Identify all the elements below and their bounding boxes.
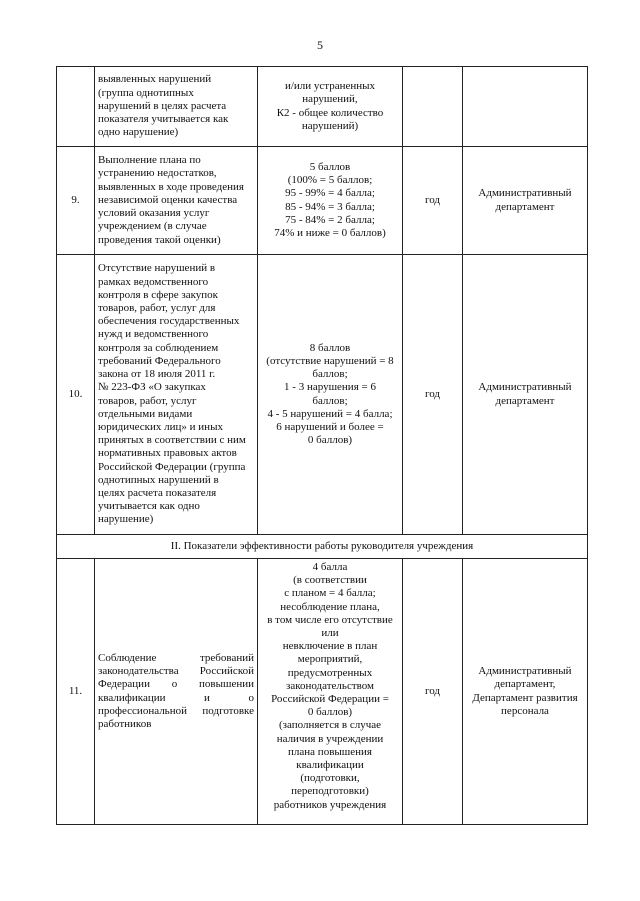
text-line: 75 - 84% = 2 балла;: [285, 213, 375, 226]
text-line: 0 баллов): [307, 434, 353, 447]
period-cell: год: [403, 559, 463, 825]
text-line: (в соответствии: [293, 574, 367, 587]
text-line: контроля в сфере закупок: [98, 288, 219, 301]
text-line: устранению недостатков,: [98, 167, 217, 180]
criteria-cell: [258, 67, 403, 147]
text-line: обеспечения государственных: [98, 315, 240, 328]
text-line: нарушений,: [302, 93, 358, 106]
text-line: условий оказания услуг: [98, 207, 210, 220]
text-line: Административный: [478, 665, 572, 678]
row-number: 9.: [57, 147, 95, 255]
responsible-cell: [463, 147, 588, 255]
text-line: однотипных нарушений в: [98, 473, 219, 486]
text-line: закона от 18 июля 2011 г.: [98, 368, 216, 381]
text-line: (100% = 5 баллов;: [287, 174, 373, 187]
text-line: 0 баллов): [307, 706, 353, 719]
text-line: нарушений): [301, 119, 359, 132]
text-line: Российской Федерации =: [271, 693, 389, 706]
row-number: 11.: [57, 559, 95, 825]
text-line: (подготовки,: [300, 772, 360, 785]
text-line: (заполняется в случае: [278, 719, 382, 732]
text-line: Отсутствие нарушений в: [98, 262, 216, 275]
text-line: выявленных нарушений: [98, 73, 212, 86]
text-line: выявленных в ходе проведения: [98, 180, 244, 193]
text-line: Административный: [478, 381, 572, 394]
text-line: 5 баллов: [309, 160, 351, 173]
text-line: (группа однотипных: [98, 86, 194, 99]
text-line: наличия в учреждении: [276, 732, 384, 745]
indicator-name-cell: [95, 147, 258, 255]
text-line: 74% и ниже = 0 баллов): [274, 226, 386, 239]
indicator-name-cell: [95, 67, 258, 147]
section-header-row: [57, 535, 588, 559]
text-line: нарушений в целях расчета: [98, 99, 227, 112]
text-line: 8 баллов: [309, 341, 351, 354]
text-line: нормативных правовых актов: [98, 447, 237, 460]
text-line: департамент: [495, 394, 555, 407]
text-line: 4 - 5 нарушений = 4 балла;: [267, 407, 393, 420]
indicator-name-cell: [95, 255, 258, 535]
indicator-name-cell: Соблюдение требований законодательства Российской Федерации о повышении квалификации и о профессиональной подготовке работников: [95, 559, 258, 825]
text-line: товаров, работ, услуг: [98, 394, 197, 407]
text-line: плана повышения: [288, 745, 372, 758]
text-line: отдельными видами: [98, 407, 193, 420]
text-line: департамент: [495, 200, 555, 213]
text-line: юридических лиц» и иных: [98, 420, 223, 433]
text-line: с планом = 4 балла;: [284, 587, 376, 600]
period-cell: [403, 67, 463, 147]
responsible-cell: [463, 67, 588, 147]
text-line: невключение в план: [282, 640, 378, 653]
text-line: или: [321, 627, 339, 640]
text-line: 6 нарушений и более =: [276, 420, 384, 433]
text-line: товаров, работ, услуг для: [98, 302, 216, 315]
text-line: баллов;: [312, 394, 348, 407]
text-line: учитывается как одно: [98, 500, 200, 513]
text-line: требований Федерального: [98, 354, 221, 367]
text-line: учреждением (в случае: [98, 220, 207, 233]
text-line: показателя учитывается как: [98, 113, 229, 126]
text-line: К2 - общее количество: [276, 106, 384, 119]
indicators-table: [56, 66, 588, 825]
text-line: принятых в соответствии с ним: [98, 434, 246, 447]
text-line: мероприятий,: [297, 653, 363, 666]
text-line: квалификации: [296, 759, 364, 772]
table-row-11: [57, 559, 588, 825]
section-title: II. Показатели эффективности работы руководителя учреждения: [57, 535, 588, 559]
text-line: и/или устраненных: [284, 80, 376, 93]
text-line: Российской Федерации (группа: [98, 460, 246, 473]
text-line: (отсутствие нарушений = 8: [266, 354, 394, 367]
text-line: баллов;: [312, 368, 348, 381]
number-cell: [57, 67, 95, 147]
criteria-cell: [258, 559, 403, 825]
text-line: Выполнение плана по: [98, 154, 201, 167]
text-line: контроля за соблюдением: [98, 341, 219, 354]
responsible-cell: [463, 255, 588, 535]
text-line: независимой оценки качества: [98, 193, 238, 206]
responsible-cell: [463, 559, 588, 825]
text-line: нарушение): [98, 513, 154, 526]
text-line: 4 балла: [312, 561, 348, 573]
text-line: № 223-ФЗ «О закупках: [98, 381, 206, 394]
text-line: в том числе его отсутствие: [267, 613, 393, 626]
text-line: 95 - 99% = 4 балла;: [285, 187, 375, 200]
text-line: законодательством: [285, 679, 375, 692]
period-cell: год: [403, 147, 463, 255]
text-line: целях расчета показателя: [98, 486, 217, 499]
criteria-cell: [258, 147, 403, 255]
text-line: работников учреждения: [273, 798, 387, 811]
table-row-continued: [57, 67, 588, 147]
text-line: Административный: [478, 187, 572, 200]
row-number: 10.: [57, 255, 95, 535]
text-line: предусмотренных: [287, 666, 373, 679]
text-line: нужд и ведомственного: [98, 328, 209, 341]
page-number: 5: [317, 38, 323, 52]
table-row-10: [57, 255, 588, 535]
text-line: 85 - 94% = 3 балла;: [285, 200, 375, 213]
text-line: Департамент развития: [472, 691, 578, 704]
text-line: одно нарушение): [98, 126, 179, 139]
table-row-9: [57, 147, 588, 255]
text-line: департамент,: [494, 678, 556, 691]
text-line: рамках ведомственного: [98, 275, 209, 288]
text-line: проведения такой оценки): [98, 233, 221, 246]
criteria-cell: [258, 255, 403, 535]
text-line: несоблюдение плана,: [280, 600, 380, 613]
text-line: 1 - 3 нарушения = 6: [284, 381, 376, 394]
period-cell: год: [403, 255, 463, 535]
text-line: персонала: [501, 704, 549, 717]
text-line: переподготовки): [291, 785, 369, 798]
